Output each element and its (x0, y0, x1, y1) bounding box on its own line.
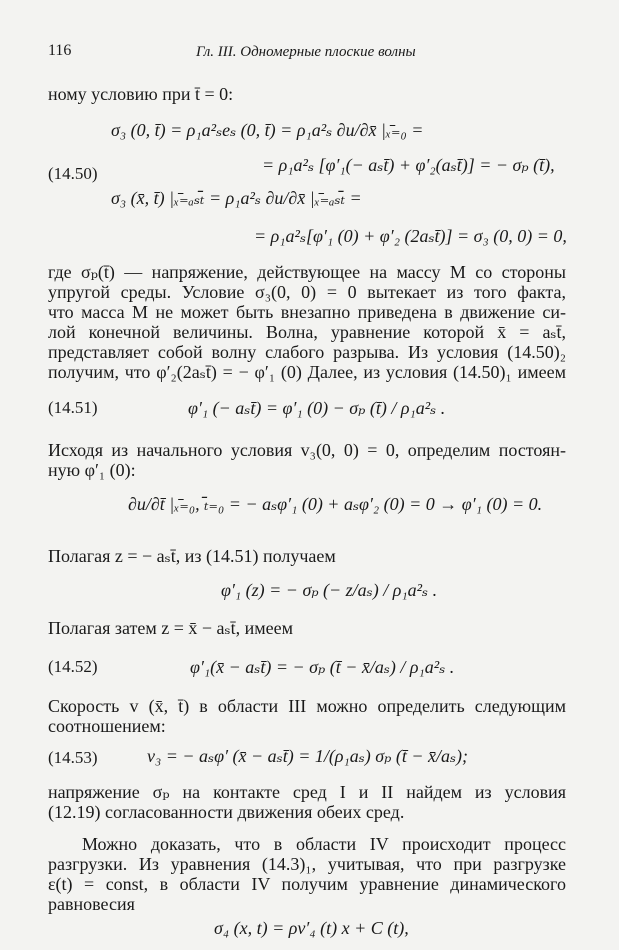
paragraph-line: где σₚ(t̄) — напряжение, действующее на массу M со стороны (48, 262, 566, 282)
paragraph-line: ε(t) = const, в области IV получим уравнение динамического (48, 874, 566, 894)
equation-equilibrium: σ₄ (x, t) = ρv′₄ (t) x + C (t), (214, 918, 409, 938)
equation-14-50-line-1: σ₃ (0, t̄) = ρ₁a²ₛeₛ (0, t̄) = ρ₁a²ₛ ∂u/∂x̄ |ₓ̄₌₀ = (111, 120, 424, 140)
equation-number-14-52: (14.52) (48, 657, 98, 676)
equation-initial-condition: ∂u/∂t̄ |ₓ̄₌₀, ₜ̄₌₀ = − aₛφ′₁ (0) + aₛφ′₂ (0) = 0 → φ′₁ (0) = 0. (128, 494, 543, 514)
paragraph-line: Исходя из начального условия v₃(0, 0) = 0, определим постоян- (48, 440, 566, 460)
paragraph-line: (12.19) согласованности движения обеих сред. (48, 802, 405, 822)
paragraph-line: упругой среды. Условие σ₃(0, 0) = 0 вытекает из того факта, (48, 282, 566, 302)
running-title: Гл. III. Одномерные плоские волны (196, 44, 416, 60)
equation-number-14-50: (14.50) (48, 164, 98, 183)
paragraph-line: напряжение σₚ на контакте сред I и II найдем из условия (48, 782, 566, 802)
paragraph-line: Полагая затем z = x̄ − aₛt̄, имеем (48, 618, 294, 638)
page-number: 116 (48, 42, 72, 59)
equation-14-50-line-3: σ₃ (x̄, t̄) |ₓ̄₌ₐₛₜ̄ = ρ₁a²ₛ ∂u/∂x̄ |ₓ̄₌ₐₛₜ̄ = (111, 188, 362, 208)
paragraph-line: что масса M не может быть внезапно приведена в движение си- (48, 302, 566, 322)
equation-14-50-line-2: = ρ₁a²ₛ [φ′₁(− aₛt̄) + φ′₂(aₛt̄)] = − σₚ (t̄), (262, 155, 555, 175)
paragraph-line: ную φ′₁ (0): (48, 460, 136, 480)
paragraph-line: представляет собой волну слабого разрыва. Из условия (14.50)₂ (48, 342, 566, 362)
paragraph-line: Можно доказать, что в области IV происходит процесс (82, 834, 566, 854)
equation-phi-z: φ′₁ (z) = − σₚ (− z/aₛ) / ρ₁a²ₛ . (221, 580, 438, 600)
text-line: ному условию при t̄ = 0: (48, 84, 234, 104)
equation-14-51: φ′₁ (− aₛt̄) = φ′₁ (0) − σₚ (t̄) / ρ₁a²ₛ . (188, 398, 446, 418)
equation-14-53: v₃ = − aₛφ′ (x̄ − aₛt̄) = 1/(ρ₁aₛ) σₚ (t̄ − x̄/aₛ); (147, 746, 469, 766)
equation-14-52: φ′₁(x̄ − aₛt̄) = − σₚ (t̄ − x̄/aₛ) / ρ₁a²ₛ . (190, 657, 455, 677)
equation-number-14-53: (14.53) (48, 748, 98, 767)
equation-14-50-line-4: = ρ₁a²ₛ[φ′₁ (0) + φ′₂ (2aₛt̄)] = σ₃ (0, 0) = 0, (254, 226, 567, 246)
paragraph-line: разгрузки. Из уравнения (14.3)₁, учитывая, что при разгрузке (48, 854, 566, 874)
paragraph-line: соотношением: (48, 716, 166, 736)
paragraph-line: лой конечной величины. Волна, уравнение которой x̄ = aₛt̄, (48, 322, 566, 342)
paragraph-line: равновесия (48, 894, 135, 914)
paragraph-line: получим, что φ′₂(2aₛt̄) = − φ′₁ (0) Далее, из условия (14.50)₁ имеем (48, 362, 566, 382)
paragraph-line: Скорость v (x̄, t̄) в области III можно определить следующим (48, 696, 566, 716)
equation-number-14-51: (14.51) (48, 398, 98, 417)
paragraph-line: Полагая z = − aₛt̄, из (14.51) получаем (48, 546, 336, 566)
